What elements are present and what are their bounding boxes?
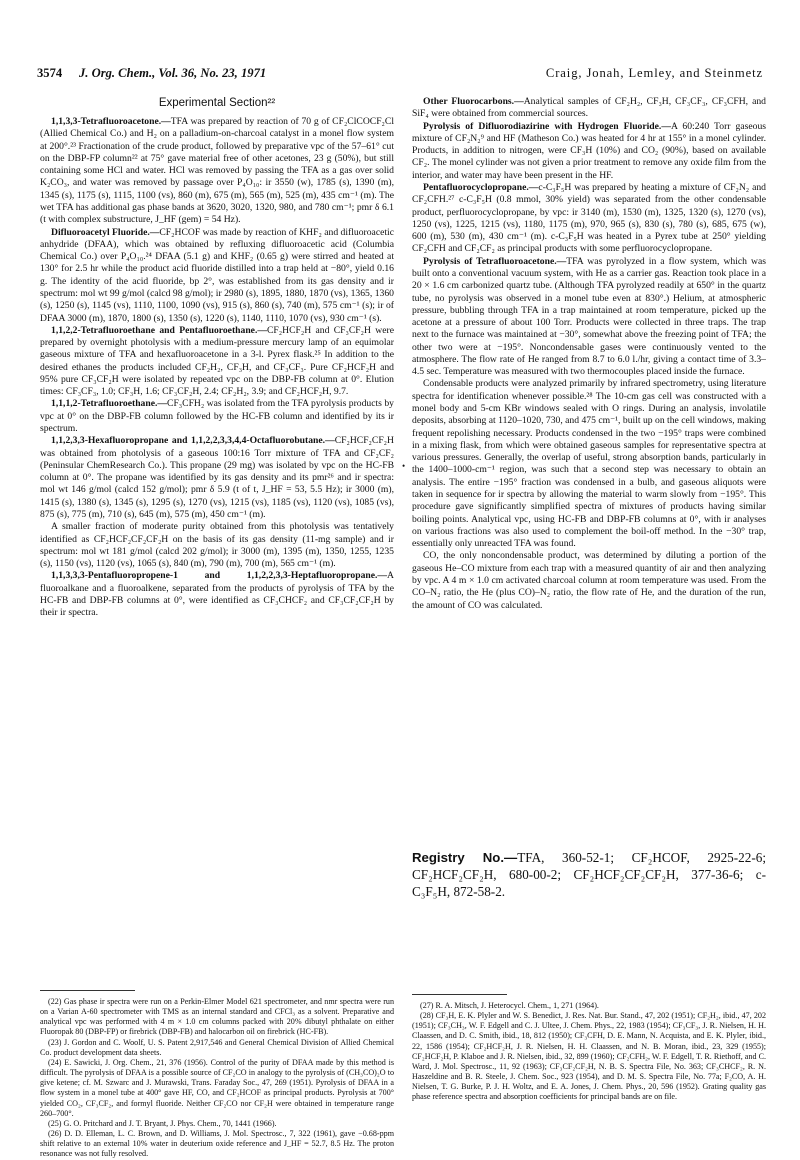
paragraph (412, 96, 766, 121)
paragraph (412, 550, 766, 611)
footnote: (28) CF₃H, E. K. Plyler and W. S. Benedict, J. Res. Nat. Bur. Stand., 47, 202 (1951); CF₂H₂, ibid., 47, 202 (1951); CF₃CH₃, W. F. Edgell and C. J. Ultee, J. Chem. Phys., 22, 1983 (1954); CF₃CF₃, J. R. Nielsen, H. H. Claassen, and D. C. Smith, ibid., 18, 812 (1950); CF₃CFH, D. E. Mann, N. Acquista, and E. K. Plyler, ibid., 22, 1586 (1954); CF₂HCF₂H, J. R. Nielsen, H. H. Claassen, and N. B. Moran, ibid., 23, 329 (1955); CF₂HCF₂H, P. Klaboe and J. R. Nielsen, ibid., 32, 899 (1960); CF₂CFH₂, W. F. Edgell, T. R. Rietho​ff, and C. Ward, J. Mol. Spectrosc., 11, 92 (1963); CF₃CF₂CF₂H, N. B. S. Spectra File, No. 363; CF₃CHCF₂, R. N. Haszeldine and B. R. Steele, J. Chem. Soc., 923 (1954), and D. M. S. Spectra File, No. 77a; F₂CO, A. H. Nielsen, T. G. Burke, P. J. H. Woltz, and E. A. Jones, J. Chem. Phys., 20, 596 (1952). Grating quality gas phase reference spectra and absorption coefficients for principal bands are on file. (412, 1011, 766, 1102)
registry-numbers (412, 849, 766, 900)
paragraph (40, 325, 394, 399)
footnote: (22) Gas phase ir spectra were run on a Perkin-Elmer Model 621 spectrometer, and nmr spectra were run on a Varian A-60 spectrometer with TMS as an internal standard and CFCl₃ as a solvent. Preparative and analytical vpc was performed with 4 m × 1.0 cm columns packed with 20% dibutyl phthalate on either Fluoropak 80 (DBP-FP) or firebrick (DBP-FB) and halocarbon oil on firebrick (HC-FB). (40, 997, 394, 1037)
paragraph-text: CF₂HCF₂CF₂H was obtained from photolysis of a gaseous 100:16 Torr mixture of TFA and CF₂CF₂ (Peninsular ChemResearch Co.). This propane (29 mg) was isolated by vpc on the HC-FB column at 0°. The propane was identified by its gas density and its pmr²⁶ and ir spectra: mol wt 146 g/mol (calcd 152 g/mol); pmr δ 5.9 (t of t, J_HF = 53, 5.5 Hz); ir 3000 (m), 1415 (s), 1380 (s), 1345 (s), 1295 (s), 1270 (vs), 1215 (vs), 1185 (vs), 1120 (vs), 1085 (vs), 875 (s), 775 (m), 710 (s), 645 (m), 575 (m), 450 cm⁻¹ (m). (40, 435, 394, 520)
paragraph-heading: Pentafluorocyclopropane.— (423, 181, 539, 193)
footnotes-right (412, 1001, 766, 1133)
paragraph-text: Analytical samples of CF₂H₂, CF₃H, CF₃CF₃, CF₃CFH, and SiF₄ were obtained from commercial sources. (412, 96, 766, 120)
paragraph (40, 570, 394, 619)
paragraph-heading: Difluoroacetyl Fluoride.— (51, 226, 160, 238)
paragraph-heading: Pyrolysis of Tetrafluoroacetone.— (423, 255, 567, 267)
running-header (37, 66, 763, 86)
footnote: (26) D. D. Elleman, L. C. Brown, and D. Williams, J. Mol. Spectrosc., 7, 322 (1961), gave −0.68-ppm shift relative to an external 10% water in deuterium oxide reference and J_HF = 52.7, 8.5 Hz. The proton resonance was not fully resolved. (40, 1129, 394, 1159)
paragraph (40, 521, 394, 570)
paragraph-heading: 1,1,2,3,3-Hexafluoropropane and 1,1,2,2,3,3,4,4-Octafluorobutane.— (51, 435, 335, 447)
paragraph (412, 182, 766, 256)
author-running-head: Craig, Jonah, Lemley, and Steinmetz (545, 66, 763, 80)
paragraph-text: Condensable products were analyzed primarily by infrared spectrometry, using literature spectra for identification whenever possible.²⁸ The 10-cm gas cell was constructed with a monel body and 5-cm KBr windows sealed with O rings. During an analysis, involatile deposits, absorbing at 1120–1020, 730, and 475 cm⁻¹, built up on the cell windows, making frequent repolishing necessary. Products condensed in the two −195° traps were combined in a mixing flask, from which were obtained gaseous samples for representative spectra at various pressures. Generally, the overlap of useful, strong absorption bands, particularly in the 1400–1000-cm⁻¹ region, was such that a second step was necessary to obtain an analysis. The entire −195° fraction was condensed in a bulb, and gaseous aliquots were taken in sequence for ir spectra by allowing the material to warm slowly from −195°. This procedure gave significantly simplified spectra of mixtures of products having similar boiling points. Analytical vpc, using HC-FB and DBP-FB columns at 0°, with ir analyses on various fractions was also used to complement the boil-off method. In the −30° trap, essentially only unreacted TFA was found. (412, 378, 766, 550)
paragraph-text: CF₂HCOF was made by reaction of KHF₂ and difluoroacetic anhydride (DFAA), which was obtained by refluxing difluoroacetic acid (Columbia Chemical Co.) over P₄O₁₀.²⁴ DFAA (5.1 g) and KHF₂ (0.65 g) were stirred and heated at 130° for 2.5 hr while the product acid fluoride distilled into a trap held at −80°, yield 0.16 g. The identity of the acid fluoride, bp 2°, was established from its gas density and ir spectrum: mol wt 99 g/mol (calcd 98 g/mol); ir 2980 (s), 1895, 1880, 1870 (vs), 1365, 1360 (s), 1250 (s), 1145 (vs), 1110, 1100, 1090 (vs), 915 (s), 860 (s), 740 (m), 575 cm⁻¹ (s); ir of DFAA 3000 (m), 1870, 1800 (s), 1350 (s), 1220 (s), 1140, 1110, 1070 (vs), 930 cm⁻¹ (s). (40, 226, 394, 324)
paragraph-text: CF₂HCF₂H and CF₃CF₂H were prepared by overnight photolysis with a medium-pressure mercury lamp of an equimolar gaseous mixture of TFA and hexafluoroacetone in a 3-l. Pyrex flask.²⁵ In addition to the desired ethanes the products included CF₂H₂, CF₃H, and CF₃CF₃. Pure CF₂HCF₂H and 95% pure CF₃CF₂H were isolated by repeated vpc on the DBP-FB column at 0°. Elution times: CF₃CF₃, 1.0; CF₃H, 1.6; CF₃CF₂H, 2.4; CF₂H₂, 3.9; and CF₂HCF₂H, 9.7. (40, 324, 394, 398)
paragraph-heading: 1,1,3,3-Tetrafluoroacetone.— (51, 116, 171, 127)
footnote-rule-left (40, 990, 135, 991)
footnote-rule-right (412, 994, 507, 995)
margin-mark: • (402, 461, 406, 471)
paragraph-text: TFA was prepared by reaction of 70 g of CF₂ClCOCF₂Cl (Allied Chemical Co.) and H₂ on a palladium-on-charcoal catalyst in a monel flow system at 200°.²³ Fractionation of the crude product, followed by preparative vpc of the 57–61° cut on the DBP-FP column²² at 75° gave material free of other acetones, 23 g (50%), but still containing some HCl and water. HCl was removed by passing the TFA as a gas over solid K₂CO₃, and water was removed by passage over P₄O₁₀: ir 3550 (w), 1785 (s), 1390 (m), 1345 (s), 1175 (s), 1115, 1100 (vs), 860 (m), 675 (m), 565 (m), 525 (m), 435 cm⁻¹ (m). The wet TFA has additional gas phase bands at 3620, 3020, 1320, 980, and 780 cm⁻¹; pmr δ 6.1 (t with complex substructure, J_HF (gem) = 54 Hz). (40, 116, 394, 226)
paragraph-text: c-C₃F₅H was prepared by heating a mixture of CF₂N₂ and CF₂CFH.²⁷ c-C₃F₅H (0.8 mmol, 30% yield) was separated from the other condensable product, perfluorocyclopropane, by vpc: ir 3140 (m), 1530 (m), 1325, 1320 (s), 1270 (vs), 1250 (vs), 1225, 1215 (vs), 1180, 1175 (m), 970, 965 (s), 830 (s), 780 (s), 685, 675 (w), 600 (m), 530 (m), 430 cm⁻¹ (m). c-C₃F₅H was heated in a Pyrex tube at 250° yielding CF₂CFH and CF₂CF₂ as principal products with some perfluorocyclopropane. (412, 181, 766, 255)
footnote: (24) E. Sawicki, J. Org. Chem., 21, 376 (1956). Control of the purity of DFAA made by this method is difficult. The pyrolysis of DFAA is a possible source of CF₂CO in analogy to the pyrolysis of (CH₃CO)₂O to give ketene; cf. M. Szwarc and J. Murawski, Trans. Faraday Soc., 47, 269 (1951). Pyrolysis of DFAA in a flow system in a monel tube at 400° gave HF, CO, and CF₂HCOF as principal products. Pyrolysis at 700° yielded CO₂, CF₃CF₂, and formyl fluoride. Neither CF₂CO nor CF₂H were obtained in temperature range 260–700°. (40, 1057, 394, 1118)
paragraph-text: CO, the only noncondensable product, was determined by diluting a portion of the gaseous He–CO mixture from each trap with a measured quantity of air and then analyzing by vpc. A 4 m × 1.0 cm activated charcoal column at room temperature was used. From the CO–N₂ ratio, the He (plus CO)–N₂ ratio, the flow rate of He, and the duration of the run, the amount of CO was calculated. (412, 550, 766, 611)
paragraph-text: CF₃CFH₂ was isolated from the TFA pyrolysis products by vpc at 0° on the DBP-FB column followed by the HC-FB column and identified by its ir spectrum. (40, 398, 394, 435)
section-title: Experimental Section²² (158, 97, 276, 109)
paragraph-heading: 1,1,2,2-Tetrafluoroethane and Pentafluoroethane.— (51, 324, 267, 336)
paragraph (40, 116, 394, 227)
paragraph (412, 121, 766, 182)
paragraph-heading: Pyrolysis of Difluorodiazirine with Hydrogen Fluoride.— (423, 120, 671, 132)
paragraph-heading: 1,1,3,3,3-Pentafluoropropene-1 and 1,1,2,2,3,3-Heptafluoropropane.— (51, 570, 388, 582)
paragraph (40, 398, 394, 435)
paragraph-text: A smaller fraction of moderate purity obtained from this photolysis was tentatively identified as CF₂HCF₂CF₂CF₂H on the basis of its gas density (11-mg sample) and ir spectrum: mol wt 181 g/mol (calcd 202 g/mol); ir 3000 (m), 1395 (m), 1350, 1255, 1235 (s), 1150 (vs), 1120 (vs), 1065 (s), 840 (m), 790 (m), 700 (m), 565 cm⁻¹ (m). (40, 521, 394, 570)
paragraph-text: A fluoroalkane and a fluoroalkene, separated from the products of pyrolysis of TFA by the HC-FB and DBP-FB columns at 0°, were identified as CF₃CHCF₂ and CF₃CF₂CF₂H by their ir spectra. (40, 570, 394, 619)
registry-label: Registry No.— (412, 850, 518, 865)
paragraph-heading: Other Fluorocarbons.— (423, 96, 524, 107)
paragraph (412, 378, 766, 550)
page-number: 3574 (37, 66, 63, 80)
footnote: (23) J. Gordon and C. Woolf, U. S. Patent 2,917,546 and General Chemical Division of Allied Chemical Co. product development data sheets. (40, 1037, 394, 1057)
journal-citation: J. Org. Chem., Vol. 36, No. 23, 1971 (79, 66, 267, 80)
paragraph (412, 256, 766, 379)
paragraph (40, 435, 394, 521)
footnotes-left (40, 997, 394, 1159)
footnote: (27) R. A. Mitsch, J. Heterocycl. Chem., 1, 271 (1964). (420, 1001, 599, 1010)
paragraph (40, 227, 394, 325)
registry-text: TFA, 360-52-1; CF₂HCOF, 2925-22-6; CF₂HCF₂CF₂H, 680-00-2; CF₂HCF₂CF₂CF₂H, 377-36-6; c-C₃F₅H, 872-58-2. (412, 850, 766, 899)
paragraph-text: TFA was pyrolyzed in a flow system, which was built onto a conventional vacuum system, with He as a carrier gas. Reaction took place in a 20 × 1.6 cm carbonized quartz tube. (Although TFA pyrolyzed readily at 650° in the quartz tube, no pyrolysis was observed in a monel tube even at 830°.) Helium, at atmospheric pressure, bubbling through TFA in a trap maintained at room temperature, picked up the acetone at a pressure of about 100 Torr. Products were collected in three traps. The trap next to the furnace was maintained at −30°, somewhat above the freezing point of TFA; the other two were at −195°. Noncondensable gases were continuously vented to the atmosphere. The flow rate of He ranged from 8.7 to 6.0 l./hr, giving a contact time of 3.3–4.5 sec. Temperature was measured with two thermocouples placed inside the furnace. (412, 255, 766, 378)
paragraph-heading: 1,1,1,2-Tetrafluoroethane.— (51, 398, 168, 410)
footnote: (25) G. O. Pritchard and J. T. Bryant, J. Phys. Chem., 70, 1441 (1966). (48, 1118, 277, 1128)
right-column (412, 96, 766, 892)
left-column (40, 96, 394, 978)
paragraph-text: A 60:240 Torr gaseous mixture of CF₂N₂⁹ and HF (Matheson Co.) was heated for 4 hr at 155° in a monel cylinder. Products, in addition to nitrogen, were CF₃H (10%) and CO₂ (90%), based on available CF₂. The monel cylinder was not given a prior treatment to remove any oxide film from the interior, and water may have been present in the HF. (412, 120, 766, 181)
